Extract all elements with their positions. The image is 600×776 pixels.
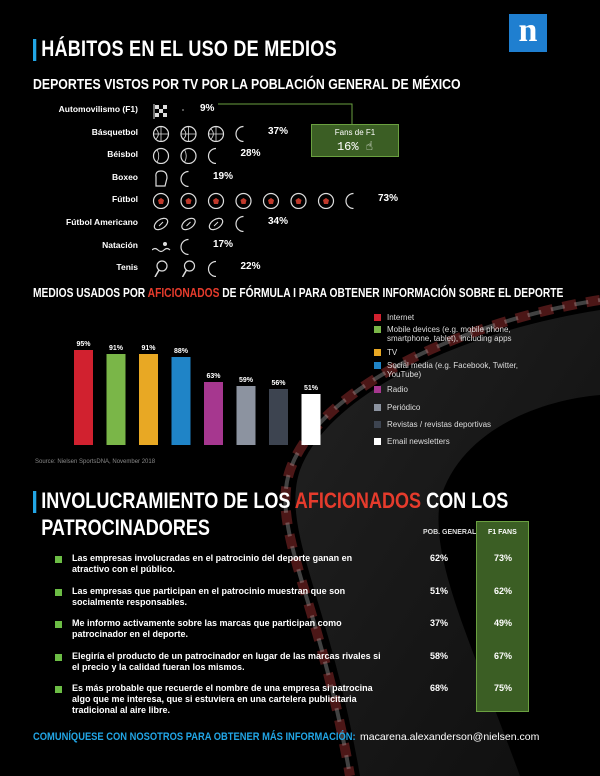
sport-percentage: 22% (240, 261, 261, 273)
soccer-ball-icon (209, 194, 224, 209)
bar-value-label: 51% (303, 385, 319, 392)
american-football-icon (236, 217, 244, 232)
statement-f1-value: 49% (494, 618, 513, 628)
soccer-ball-icon (154, 194, 169, 209)
soccer-ball-icon (319, 194, 334, 209)
legend-swatch (374, 349, 381, 356)
sport-label: Fútbol (112, 194, 138, 205)
f1-fans-callout (311, 124, 399, 157)
page-title (33, 36, 337, 62)
sport-label: Béisbol (107, 149, 138, 160)
soccer-ball-icon (291, 194, 306, 209)
basketball-icon (181, 126, 196, 141)
baseball-icon (154, 149, 169, 164)
sport-label: Básquetbol (91, 126, 138, 137)
statement-bullet (55, 556, 62, 563)
sport-label: Fútbol Americano (66, 217, 138, 227)
baseball-icon (152, 146, 239, 164)
bar (139, 354, 158, 445)
statement-bullet (55, 621, 62, 628)
soccer-ball-icon (181, 194, 196, 209)
statement-row (0, 553, 600, 583)
statement-bullet (55, 686, 62, 693)
statement-text: Las empresas que participan en el patrocinio muestran que son socialmente responsables. (72, 585, 346, 607)
legend-swatch (374, 326, 381, 333)
legend-swatch (374, 421, 381, 428)
bar (172, 357, 191, 445)
media-title-highlight: AFICIONADOS (147, 286, 220, 300)
involvement-title-highlight: AFICIONADOS (294, 488, 422, 513)
basketball-icon (154, 126, 169, 141)
statement-general-value: 51% (430, 585, 449, 596)
sport-row (0, 190, 399, 210)
swimmer-icon (152, 237, 211, 255)
legend-label: Internet (387, 313, 415, 322)
legend-swatch (374, 386, 381, 393)
sport-percentage: 19% (213, 170, 234, 182)
legend-label: TV (387, 348, 398, 357)
f1-fans-label: Fans de F1 (334, 128, 376, 137)
swimmer-icon (181, 239, 189, 254)
sport-row (0, 168, 380, 188)
bar-value-label: 63% (206, 373, 221, 380)
statement-row (0, 586, 600, 616)
legend-label: Periódico (387, 403, 421, 412)
bar (237, 386, 256, 445)
sports-tv-subtitle: DEPORTES VISTOS POR TV POR LA POBLACIÓN GENERAL DE MÉXICO (33, 76, 461, 93)
tennis-racket-icon (183, 261, 195, 277)
sport-percentage: 37% (268, 125, 289, 137)
legend-label: Social media (e.g. Facebook, Twitter, YouTube) (387, 361, 519, 379)
involvement-statements (0, 553, 600, 723)
sport-percentage: 17% (213, 238, 234, 250)
column-header-f1: F1 FANS (488, 529, 517, 536)
page-title-text: HÁBITOS EN EL USO DE MEDIOS (41, 36, 337, 61)
legend-label: Revistas / revistas deportivas (387, 420, 492, 429)
statement-row (0, 651, 600, 681)
basketball-icon (209, 126, 224, 141)
bar-value-label: 88% (173, 348, 189, 355)
basketball-icon (152, 124, 266, 142)
tennis-racket-icon (155, 261, 167, 277)
bar (302, 394, 321, 445)
legend-swatch (374, 438, 381, 445)
statement-text: Me informo activamente sobre las marcas que participan como patrocinador en el deporte. (72, 618, 342, 639)
statement-f1-value: 73% (494, 553, 513, 563)
hand-pointer-icon: ☝ (365, 140, 374, 154)
legend-swatch (374, 362, 381, 369)
boxing-glove-icon (156, 171, 167, 186)
sport-row (0, 213, 380, 233)
sport-row (0, 236, 380, 256)
bar (107, 354, 126, 445)
checkered-flag-icon (154, 104, 167, 119)
statement-text: Las empresas involucradas en el patrocinio del deporte ganan en atractivo con el público. (72, 553, 353, 574)
boxing-glove-icon (181, 171, 189, 186)
column-header-general: POB. GENERAL (423, 529, 477, 536)
american-football-icon (207, 216, 224, 232)
statement-text: Elegiría el producto de un patrocinador en lugar de las marcas rivales si el precio y la calidad fueran los mismos. (72, 650, 381, 672)
bar-value-label: 59% (238, 377, 254, 384)
statement-general-value: 37% (430, 618, 449, 628)
american-football-icon (152, 216, 169, 232)
media-bar-chart (60, 325, 360, 450)
statement-bullet (55, 589, 62, 596)
tennis-racket-icon (209, 262, 217, 277)
sport-percentage: 28% (240, 148, 261, 160)
sport-percentage: 73% (378, 193, 399, 205)
sport-row (0, 100, 380, 120)
statement-row (0, 618, 600, 648)
sport-label: Automovilismo (F1) (58, 104, 138, 114)
sport-label: Boxeo (112, 171, 138, 182)
bar-value-label: 91% (141, 345, 156, 352)
legend-swatch (374, 314, 381, 321)
sport-label: Natación (102, 239, 138, 250)
involvement-title: INVOLUCRAMIENTO DE LOS AFICIONADOS CON LOS PATROCINADORES (33, 487, 508, 541)
legend-label: Radio (387, 385, 408, 394)
baseball-icon (181, 149, 196, 164)
statement-bullet (55, 654, 62, 661)
bar-value-label: 56% (271, 380, 286, 387)
sport-row (0, 258, 380, 278)
legend-label: Mobile devices (e.g. mobile phone, smartphone, tablet), including apps (387, 325, 512, 343)
statement-f1-value: 62% (494, 585, 513, 596)
statement-row (0, 683, 600, 713)
american-football-icon (180, 216, 197, 232)
american-football-icon (152, 214, 266, 232)
statement-f1-value: 67% (494, 650, 513, 661)
statement-general-value: 62% (430, 553, 449, 563)
baseball-icon (209, 149, 217, 164)
nielsen-logo: n (509, 14, 547, 52)
soccer-ball-icon (264, 194, 279, 209)
footer (33, 731, 540, 743)
sport-label: Tenis (116, 262, 138, 273)
statement-f1-value: 75% (494, 683, 513, 693)
tennis-racket-icon (152, 259, 239, 277)
sport-percentage: 9% (200, 103, 215, 114)
checkered-flag-icon (152, 101, 184, 119)
f1-fans-value: 16% ☝ (336, 140, 374, 154)
soccer-ball-icon (346, 194, 354, 209)
basketball-icon (236, 126, 244, 141)
soccer-ball-icon (236, 194, 251, 209)
statement-text: Es más probable que recuerde el nombre de una empresa si patrocina algo que me interesa, que si estuviera en una cartelera publicitaria tradicional al aire libre. (72, 683, 373, 715)
title-accent-bar (33, 39, 36, 61)
swimmer-icon (152, 242, 170, 252)
media-chart-title: MEDIOS USADOS POR AFICIONADOS DE FÓRMULA I PARA OBTENER INFORMACIÓN SOBRE EL DEPORTE (33, 286, 564, 300)
involvement-title-line2: PATROCINADORES (41, 515, 210, 540)
source-note: Source: Nielsen SportsDNA, November 2018 (35, 459, 156, 465)
title-accent-bar (33, 491, 36, 513)
soccer-ball-icon (152, 191, 376, 209)
sport-percentage: 34% (268, 216, 289, 227)
contact-cta: COMUNÍQUESE CON NOSOTROS PARA OBTENER MÁS INFORMACIÓN: (33, 731, 356, 743)
contact-email[interactable]: macarena.alexanderson@nielsen.com (360, 731, 540, 743)
statement-general-value: 58% (430, 650, 449, 661)
bar-value-label: 95% (76, 341, 91, 348)
bar (74, 350, 93, 445)
statement-general-value: 68% (430, 683, 449, 693)
legend-swatch (374, 404, 381, 411)
bar-value-label: 91% (108, 345, 124, 352)
bar (269, 389, 288, 445)
legend-label: Email newsletters (387, 437, 450, 446)
boxing-glove-icon (152, 169, 211, 187)
bar (204, 382, 223, 445)
